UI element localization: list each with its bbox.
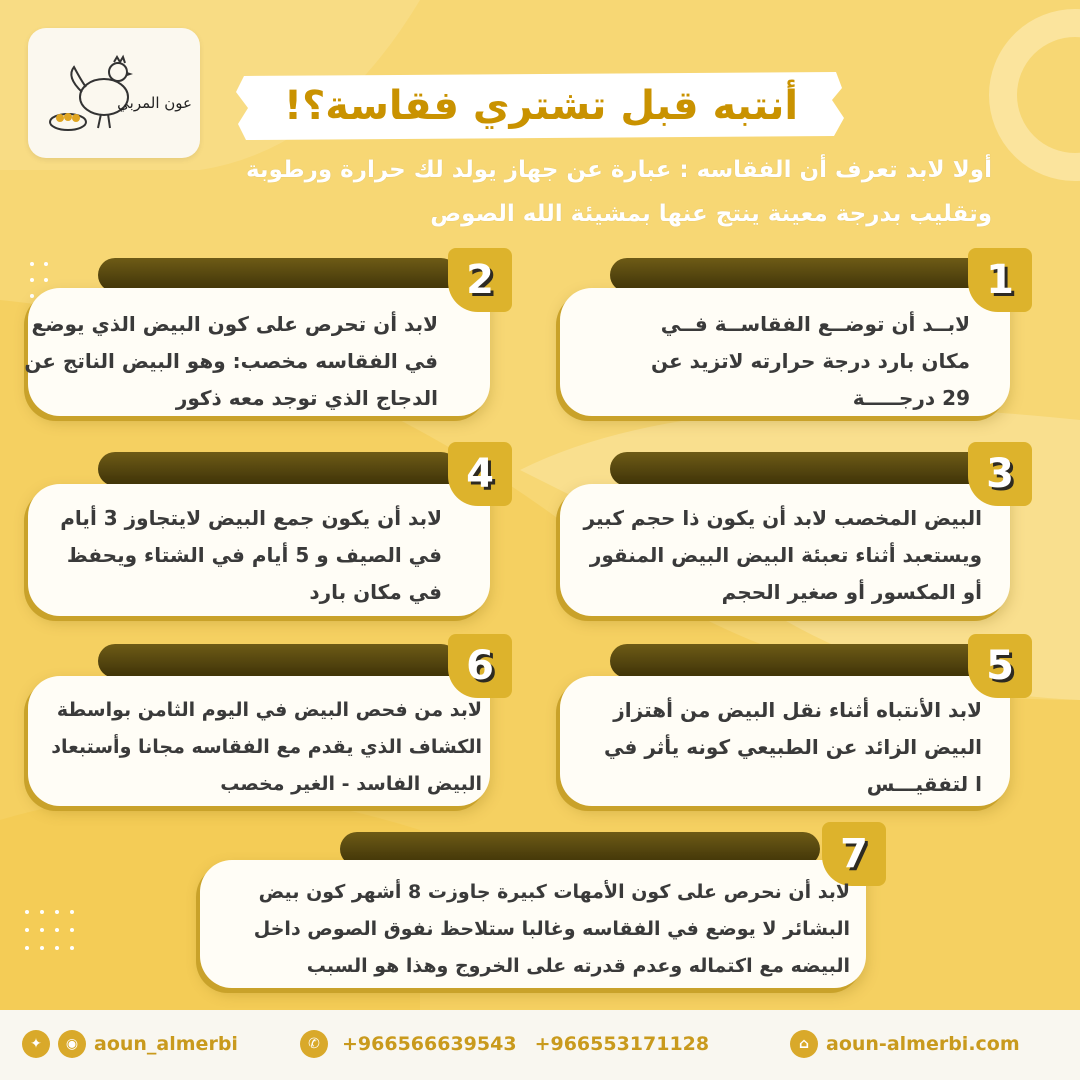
tip-card-7 (200, 820, 890, 992)
tip-text: لابد أن نحرص على كون الأمهات كبيرة جاوزت 8 أشهر كون بيض البشائر لا يوضع في الفقاسه وغالبا ستلاحظ نفوق الصوص داخل البيضه مع اكتماله وعدم قدرته على الخروج وهذا هو السبب (253, 881, 850, 977)
tip-card-5 (560, 630, 1030, 810)
tip-number-badge (448, 248, 512, 312)
tip-number-badge (448, 442, 512, 506)
tip-text: لابد أن تحرص على كون البيض الذي يوضع في الفقاسه مخصب: وهو البيض الناتج عن الدجاج الذي توجد معه ذكور (24, 312, 438, 410)
tip-card-bar (98, 452, 458, 486)
tip-number-badge (968, 634, 1032, 698)
social-handle-text[interactable]: aoun_almerbi (94, 1033, 238, 1055)
store-icon[interactable]: ⌂ (790, 1030, 818, 1058)
phone-2[interactable]: +966553171128 (534, 1033, 710, 1055)
intro-line-2: وتقليب بدرجة معينة ينتج عنها بمشيئة الله الصوص (430, 201, 992, 227)
tip-card-bar (98, 258, 458, 292)
hen-logo-icon (46, 42, 141, 142)
tip-card-bar (610, 258, 990, 292)
website-link[interactable] (790, 1030, 1020, 1058)
phone-numbers[interactable] (300, 1030, 709, 1058)
tip-card-bar (610, 452, 990, 486)
tip-number: 3 (986, 451, 1014, 497)
tip-card-6 (28, 630, 498, 810)
page-title: أنتبه قبل تشتري فقاسة؟! (283, 83, 799, 129)
tip-card-bar (98, 644, 458, 678)
tip-number: 7 (840, 831, 868, 877)
website-text[interactable]: aoun-almerbi.com (826, 1033, 1020, 1055)
tip-card-bar (610, 644, 990, 678)
tip-number: 4 (466, 451, 494, 497)
whatsapp-icon[interactable]: ✆ (300, 1030, 328, 1058)
tip-card-2 (24, 248, 498, 420)
tip-card-3 (560, 440, 1030, 620)
intro-line-1: أولا لابد تعرف أن الفقاسه : عبارة عن جهاز يولد لك حرارة ورطوبة (245, 157, 992, 183)
social-handle[interactable] (22, 1030, 238, 1058)
tip-number: 1 (986, 257, 1014, 303)
tip-number-badge (448, 634, 512, 698)
tip-number-badge (968, 248, 1032, 312)
tip-number: 5 (986, 643, 1014, 689)
tip-number: 2 (466, 257, 494, 303)
instagram-icon[interactable]: ◉ (58, 1030, 86, 1058)
tip-text: لابــد أن توضــع الفقاســة فــي مكان بارد درجة حرارته لاتزيد عن 29 درجـــــة (651, 312, 970, 410)
tip-text: البيض المخصب لابد أن يكون ذا حجم كبير ويستعبد أثناء تعبئة البيض البيض المنقور أو المكسور أو صغير الحجم (583, 506, 982, 604)
tip-card-4 (28, 440, 498, 620)
logo-name: عون المربي (117, 94, 192, 112)
twitter-icon[interactable]: ✦ (22, 1030, 50, 1058)
tip-text: لابد أن يكون جمع البيض لايتجاوز 3 أيام في الصيف و 5 أيام في الشتاء ويحفظ في مكان بارد (60, 506, 442, 604)
tip-number-badge (968, 442, 1032, 506)
phone-1[interactable]: +966566639543 (342, 1033, 517, 1055)
tip-card-1 (560, 248, 1030, 420)
tip-text: لابد الأنتباه أثناء نقل البيض من أهتزاز البيض الزائد عن الطبيعي كونه يأثر في ا لتفقيـــس (604, 698, 982, 796)
tip-number: 6 (466, 643, 494, 689)
logo-card (28, 28, 200, 158)
tip-text: لابد من فحص البيض في اليوم الثامن بواسطة الكشاف الذي يقدم مع الفقاسه مجانا وأستبعاد البيض الفاسد - الغير مخصب (51, 699, 482, 795)
